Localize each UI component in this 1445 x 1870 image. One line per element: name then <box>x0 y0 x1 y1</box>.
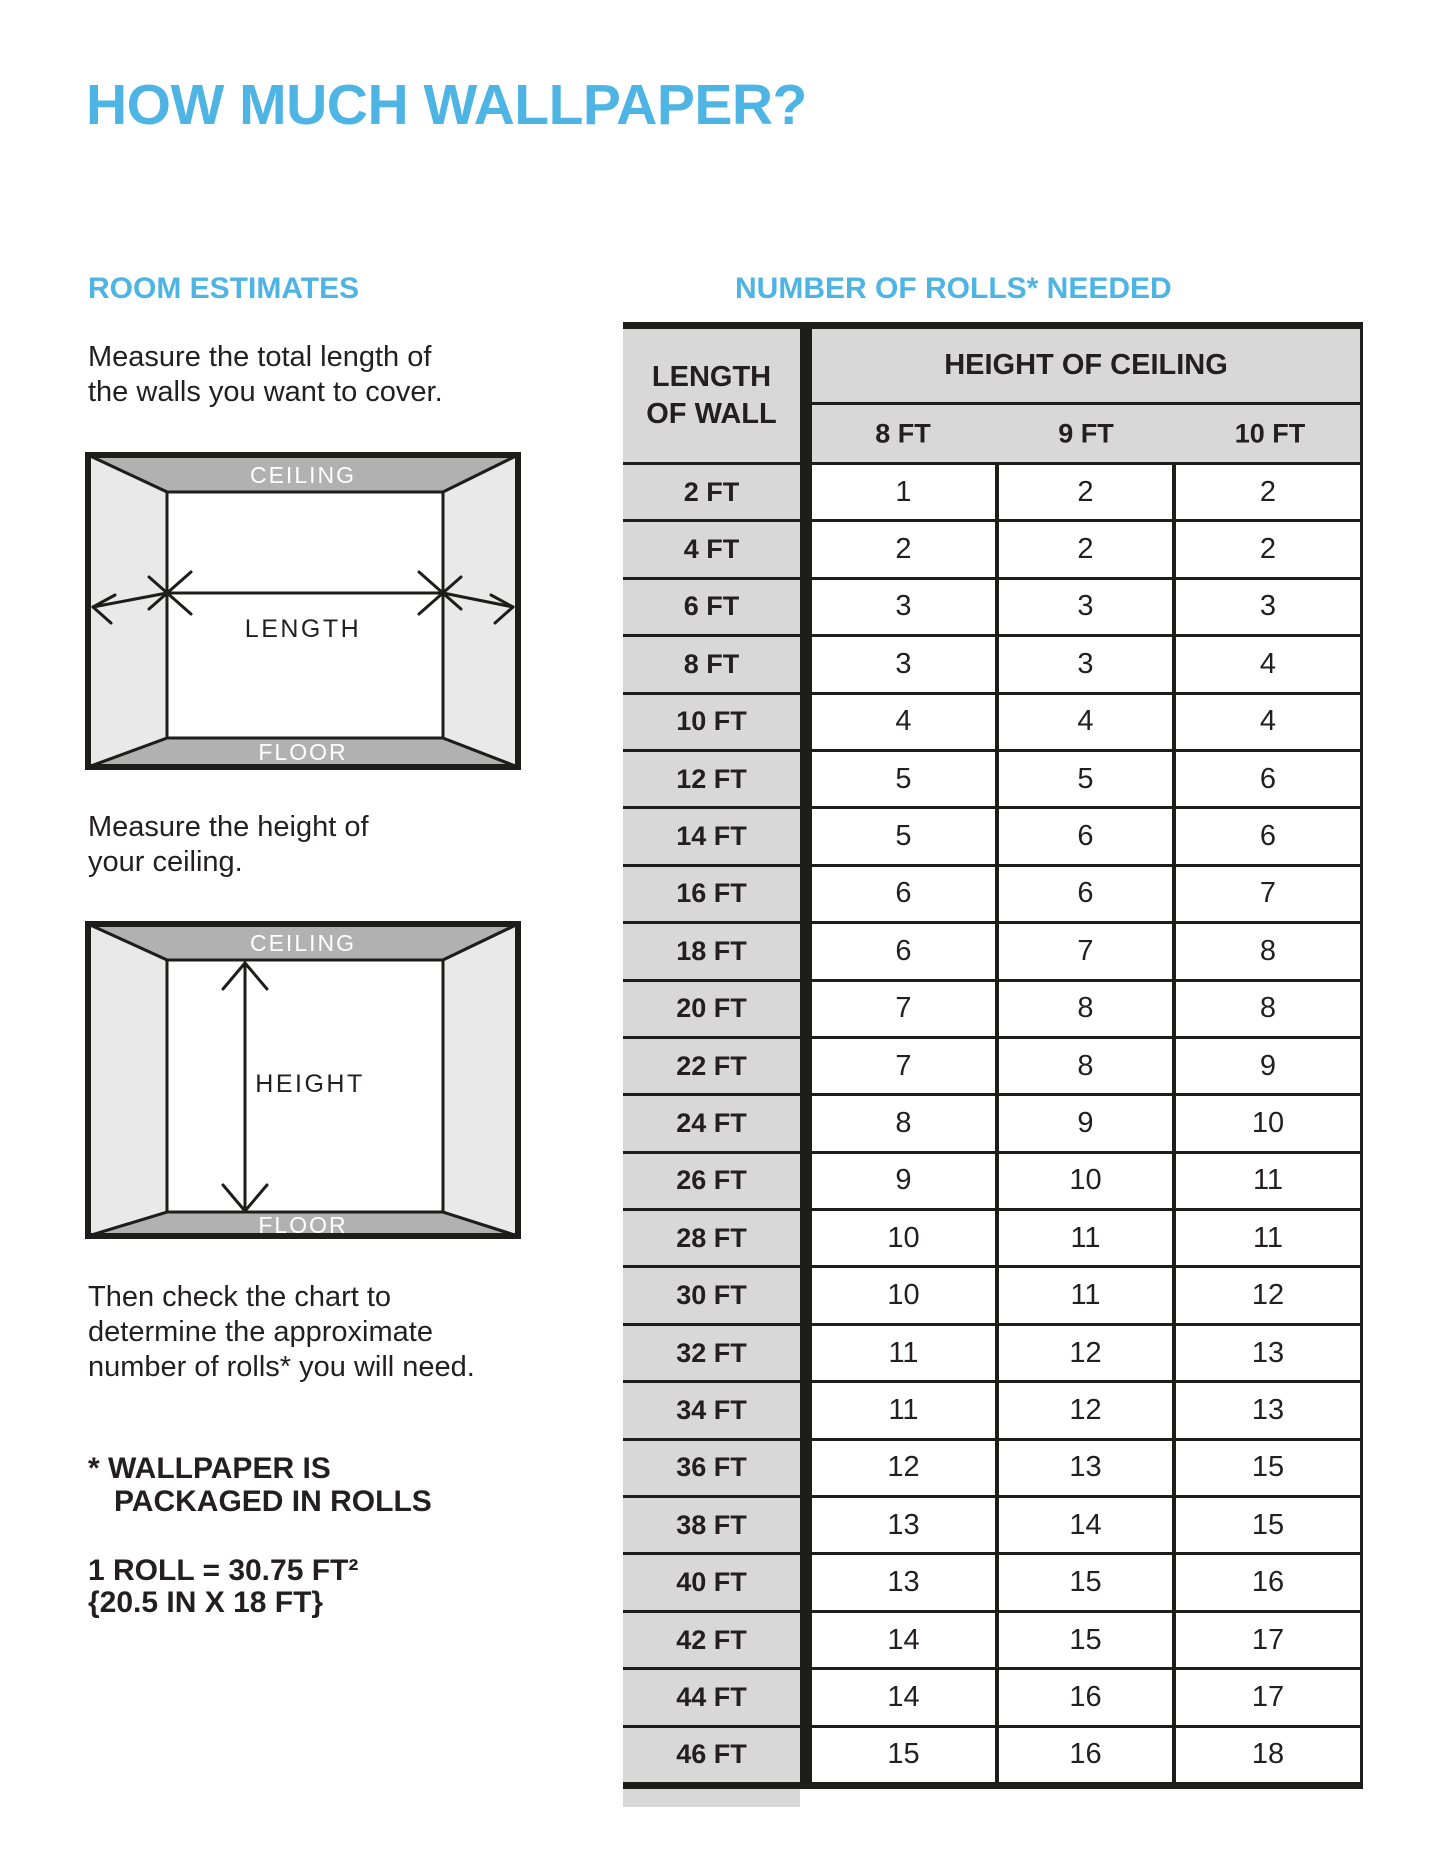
table-right-border <box>1360 1670 1363 1724</box>
height-label: HEIGHT <box>255 1070 365 1098</box>
column-divider-thick <box>800 329 812 462</box>
length-diagram <box>85 452 521 770</box>
row-label: 46 FT <box>623 1728 800 1782</box>
row-value: 6 <box>1176 752 1360 806</box>
row-label: 24 FT <box>623 1096 800 1150</box>
left-wall <box>88 924 167 1236</box>
row-label: 12 FT <box>623 752 800 806</box>
column-divider-thick <box>800 1096 812 1150</box>
row-value: 13 <box>812 1498 995 1552</box>
column-divider-thick <box>800 982 812 1036</box>
table-row <box>623 809 1363 866</box>
row-value: 16 <box>999 1728 1172 1782</box>
row-value: 2 <box>1176 465 1360 519</box>
column-divider-thick <box>800 1211 812 1265</box>
row-value: 13 <box>1176 1326 1360 1380</box>
table-right-border <box>1360 1096 1363 1150</box>
row-label: 38 FT <box>623 1498 800 1552</box>
row-label: 2 FT <box>623 465 800 519</box>
table-right-border <box>1360 580 1363 634</box>
rolls-needed-heading: NUMBER OF ROLLS* NEEDED <box>735 272 1172 305</box>
row-value: 17 <box>1176 1670 1360 1724</box>
column-divider-thick <box>800 580 812 634</box>
row-value: 10 <box>812 1268 995 1322</box>
row-value: 12 <box>999 1326 1172 1380</box>
row-value: 6 <box>812 867 995 921</box>
row-value: 16 <box>999 1670 1172 1724</box>
column-divider-thick <box>800 1555 812 1609</box>
column-header-10ft: 10 FT <box>1234 418 1306 448</box>
table-right-border <box>1360 982 1363 1036</box>
row-label: 4 FT <box>623 522 800 576</box>
row-value: 11 <box>812 1383 995 1437</box>
row-value: 4 <box>1176 637 1360 691</box>
table-header <box>623 329 1363 465</box>
row-value: 13 <box>812 1555 995 1609</box>
row-value: 18 <box>1176 1728 1360 1782</box>
left-wall <box>88 455 167 767</box>
table-right-border <box>1360 329 1363 462</box>
rolls-table <box>623 322 1363 1807</box>
row-value: 4 <box>812 695 995 749</box>
row-value: 7 <box>1176 867 1360 921</box>
row-value: 14 <box>999 1498 1172 1552</box>
row-label: 36 FT <box>623 1441 800 1495</box>
row-label: 14 FT <box>623 809 800 863</box>
row-value: 7 <box>812 982 995 1036</box>
table-gray-tab <box>623 1789 800 1807</box>
column-divider-thick <box>800 1383 812 1437</box>
height-of-ceiling-header: HEIGHT OF CEILING <box>812 329 1360 405</box>
table-row <box>623 1613 1363 1670</box>
column-divider-thick <box>800 809 812 863</box>
row-value: 2 <box>999 465 1172 519</box>
row-value: 8 <box>1176 982 1360 1036</box>
row-value: 15 <box>1176 1441 1360 1495</box>
rolls-footnote: * WALLPAPER IS PACKAGED IN ROLLS <box>88 1452 432 1518</box>
row-value: 8 <box>999 982 1172 1036</box>
table-row <box>623 1268 1363 1325</box>
row-value: 17 <box>1176 1613 1360 1667</box>
table-right-border <box>1360 1613 1363 1667</box>
table-row <box>623 522 1363 579</box>
row-value: 13 <box>1176 1383 1360 1437</box>
table-row <box>623 1039 1363 1096</box>
row-label: 26 FT <box>623 1154 800 1208</box>
row-value: 10 <box>812 1211 995 1265</box>
row-label: 32 FT <box>623 1326 800 1380</box>
table-right-border <box>1360 1326 1363 1380</box>
row-label: 22 FT <box>623 1039 800 1093</box>
row-value: 6 <box>812 924 995 978</box>
row-value: 14 <box>812 1670 995 1724</box>
row-value: 3 <box>999 580 1172 634</box>
column-divider-thick <box>800 1154 812 1208</box>
table-right-border <box>1360 465 1363 519</box>
table-row <box>623 1728 1363 1785</box>
row-label: 44 FT <box>623 1670 800 1724</box>
table-row <box>623 1670 1363 1727</box>
right-wall <box>443 924 518 1236</box>
table-row <box>623 1211 1363 1268</box>
table-right-border <box>1360 1555 1363 1609</box>
row-value: 8 <box>1176 924 1360 978</box>
row-value: 11 <box>999 1268 1172 1322</box>
column-divider-thick <box>800 465 812 519</box>
table-right-border <box>1360 1211 1363 1265</box>
row-value: 13 <box>999 1441 1172 1495</box>
row-value: 7 <box>999 924 1172 978</box>
row-label: 8 FT <box>623 637 800 691</box>
row-value: 10 <box>1176 1096 1360 1150</box>
table-right-border <box>1360 1039 1363 1093</box>
row-value: 2 <box>812 522 995 576</box>
row-value: 6 <box>999 867 1172 921</box>
table-right-border <box>1360 1383 1363 1437</box>
row-value: 15 <box>999 1613 1172 1667</box>
table-right-border <box>1360 637 1363 691</box>
table-right-border <box>1360 924 1363 978</box>
table-row <box>623 1441 1363 1498</box>
row-label: 34 FT <box>623 1383 800 1437</box>
table-row <box>623 637 1363 694</box>
row-value: 3 <box>999 637 1172 691</box>
table-row <box>623 465 1363 522</box>
table-row <box>623 580 1363 637</box>
row-value: 5 <box>999 752 1172 806</box>
row-value: 6 <box>999 809 1172 863</box>
table-right-border <box>1360 522 1363 576</box>
column-divider-thick <box>800 1039 812 1093</box>
column-header-9ft: 9 FT <box>1058 418 1114 448</box>
table-right-border <box>1360 1498 1363 1552</box>
row-value: 12 <box>999 1383 1172 1437</box>
row-value: 10 <box>999 1154 1172 1208</box>
column-divider-thick <box>800 752 812 806</box>
column-header-8ft: 8 FT <box>875 418 931 448</box>
column-divider-thick <box>800 522 812 576</box>
table-right-border <box>1360 1441 1363 1495</box>
row-value: 11 <box>999 1211 1172 1265</box>
row-label: 20 FT <box>623 982 800 1036</box>
row-value: 3 <box>812 637 995 691</box>
length-label: LENGTH <box>244 615 362 643</box>
table-row <box>623 695 1363 752</box>
length-of-wall-header: LENGTH OF WALL <box>623 329 800 462</box>
floor-label: FLOOR <box>258 739 348 765</box>
row-value: 11 <box>812 1326 995 1380</box>
ceiling-label: CEILING <box>249 462 357 488</box>
row-value: 15 <box>999 1555 1172 1609</box>
row-value: 5 <box>812 752 995 806</box>
column-divider-thick <box>800 695 812 749</box>
table-right-border <box>1360 1268 1363 1322</box>
column-divider-thick <box>800 1326 812 1380</box>
table-right-border <box>1360 1728 1363 1782</box>
column-divider-thick <box>800 1728 812 1782</box>
row-value: 15 <box>1176 1498 1360 1552</box>
table-rows <box>623 465 1363 1785</box>
column-divider-thick <box>800 1268 812 1322</box>
row-label: 6 FT <box>623 580 800 634</box>
table-row <box>623 1498 1363 1555</box>
roll-size-info: 1 ROLL = 30.75 FT² {20.5 IN X 18 FT} <box>88 1554 359 1619</box>
table-row <box>623 982 1363 1039</box>
row-label: 30 FT <box>623 1268 800 1322</box>
table-row <box>623 924 1363 981</box>
row-value: 11 <box>1176 1211 1360 1265</box>
table-row <box>623 1326 1363 1383</box>
column-divider-thick <box>800 924 812 978</box>
height-diagram <box>85 921 521 1239</box>
row-value: 2 <box>1176 522 1360 576</box>
row-value: 3 <box>812 580 995 634</box>
row-label: 18 FT <box>623 924 800 978</box>
table-right-border <box>1360 867 1363 921</box>
row-value: 12 <box>812 1441 995 1495</box>
page-title: HOW MUCH WALLPAPER? <box>86 73 807 137</box>
row-label: 10 FT <box>623 695 800 749</box>
row-label: 16 FT <box>623 867 800 921</box>
row-value: 15 <box>812 1728 995 1782</box>
table-right-border <box>1360 809 1363 863</box>
row-label: 28 FT <box>623 1211 800 1265</box>
row-label: 42 FT <box>623 1613 800 1667</box>
column-divider-thick <box>800 1498 812 1552</box>
instruction-measure-height: Measure the height of your ceiling. <box>88 811 369 878</box>
table-row <box>623 867 1363 924</box>
table-row <box>623 752 1363 809</box>
table-row <box>623 1383 1363 1440</box>
table-right-border <box>1360 1154 1363 1208</box>
row-label: 40 FT <box>623 1555 800 1609</box>
row-value: 9 <box>999 1096 1172 1150</box>
column-divider-thick <box>800 1613 812 1667</box>
ceiling-label: CEILING <box>249 930 357 956</box>
row-value: 2 <box>999 522 1172 576</box>
room-estimates-heading: ROOM ESTIMATES <box>88 272 360 305</box>
row-value: 8 <box>999 1039 1172 1093</box>
row-value: 11 <box>1176 1154 1360 1208</box>
row-value: 4 <box>1176 695 1360 749</box>
row-value: 5 <box>812 809 995 863</box>
table-row <box>623 1096 1363 1153</box>
row-value: 9 <box>812 1154 995 1208</box>
row-value: 16 <box>1176 1555 1360 1609</box>
instruction-check-chart: Then check the chart to determine the approximate number of rolls* you will need. <box>88 1281 475 1383</box>
row-value: 6 <box>1176 809 1360 863</box>
row-value: 8 <box>812 1096 995 1150</box>
row-value: 12 <box>1176 1268 1360 1322</box>
row-value: 9 <box>1176 1039 1360 1093</box>
floor-label: FLOOR <box>258 1212 348 1238</box>
row-value: 7 <box>812 1039 995 1093</box>
row-value: 14 <box>812 1613 995 1667</box>
column-divider-thick <box>800 1670 812 1724</box>
row-value: 3 <box>1176 580 1360 634</box>
table-top-bar <box>623 322 1363 329</box>
table-row <box>623 1555 1363 1612</box>
table-right-border <box>1360 752 1363 806</box>
column-divider-thick <box>800 867 812 921</box>
table-right-border <box>1360 695 1363 749</box>
table-row <box>623 1154 1363 1211</box>
column-divider-thick <box>800 1441 812 1495</box>
ceiling-height-subheader <box>812 405 1360 462</box>
instruction-measure-length: Measure the total length of the walls you want to cover. <box>88 341 443 408</box>
row-value: 1 <box>812 465 995 519</box>
row-value: 4 <box>999 695 1172 749</box>
column-divider-thick <box>800 637 812 691</box>
